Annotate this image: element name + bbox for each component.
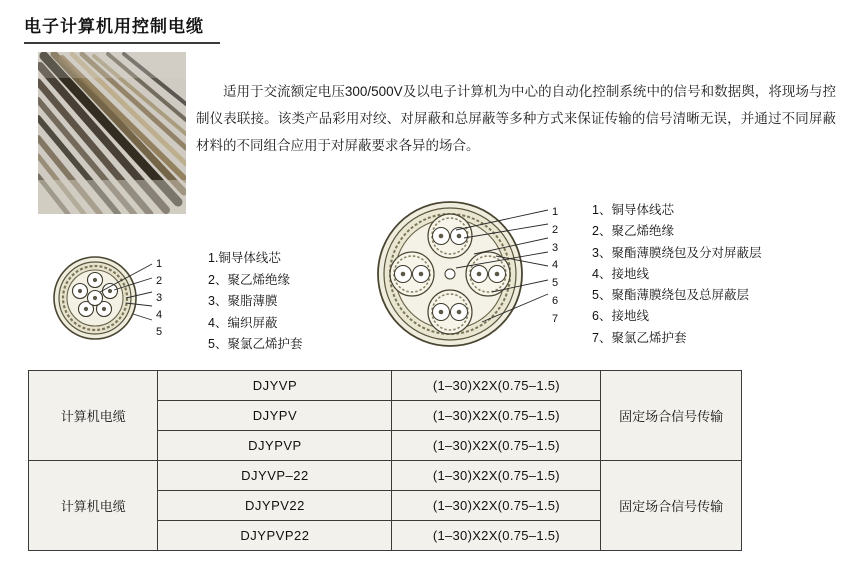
legend-item: 7、聚氯乙烯护套: [592, 330, 687, 345]
diagram-right-number: 2: [552, 223, 559, 236]
diagram-right-legend: [592, 200, 761, 349]
spec-cell: (1–30)X2X(0.75–1.5): [392, 461, 601, 491]
model-cell: DJYPVP: [158, 431, 392, 461]
diagram-right-number: 6: [552, 295, 559, 308]
legend-item: 5、聚氯乙烯护套: [208, 337, 303, 351]
product-name-cell: 计算机电缆: [29, 461, 158, 551]
spec-cell: (1–30)X2X(0.75–1.5): [392, 401, 601, 431]
spec-cell: (1–30)X2X(0.75–1.5): [392, 521, 601, 551]
legend-item: 4、编织屏蔽: [208, 315, 278, 330]
legend-item: 4、接地线: [592, 266, 649, 281]
diagram-right-number: 4: [552, 259, 559, 272]
page-title-bar: [24, 12, 836, 44]
legend-item: 6、接地线: [592, 309, 649, 324]
cross-section-diagram-left: [40, 240, 360, 355]
diagram-right-number: 5: [552, 277, 559, 290]
cable-cross-section-7-layer: [370, 196, 570, 356]
page-title: 电子计算机用控制电缆: [24, 17, 204, 36]
model-cell: DJYVP–22: [158, 461, 392, 491]
diagram-left-number: 2: [156, 275, 163, 288]
usage-cell: 固定场合信号传输: [601, 461, 742, 551]
cable-cross-section-5-layer: [40, 240, 230, 355]
diagram-left-legend: [208, 248, 302, 356]
title-divider: [24, 42, 220, 44]
cable-photo-illustration: [38, 52, 186, 214]
diagram-right-number: 7: [552, 312, 559, 325]
legend-item: 3、聚酯薄膜绕包及分对屏蔽层: [592, 245, 762, 260]
diagram-right-number: 1: [552, 206, 559, 218]
spec-cell: (1–30)X2X(0.75–1.5): [392, 431, 601, 461]
specification-table: [28, 370, 742, 551]
legend-item: 2、聚乙烯绝缘: [592, 224, 674, 239]
spec-cell: (1–30)X2X(0.75–1.5): [392, 491, 601, 521]
spec-cell: (1–30)X2X(0.75–1.5): [392, 371, 601, 401]
diagram-right-number-list: [552, 204, 558, 329]
model-cell: DJYPV22: [158, 491, 392, 521]
diagram-left-number: 1: [156, 258, 163, 270]
legend-item: 1.铜导体线芯: [208, 251, 281, 265]
usage-cell: 固定场合信号传输: [601, 371, 742, 461]
legend-item: 5、聚酯薄膜绕包及总屏蔽层: [592, 288, 749, 302]
model-cell: DJYPVP22: [158, 521, 392, 551]
diagram-left-number-list: [156, 256, 162, 341]
model-cell: DJYVP: [158, 371, 392, 401]
table-row: [29, 371, 742, 401]
model-cell: DJYPV: [158, 401, 392, 431]
legend-item: 3、聚脂薄膜: [208, 294, 278, 308]
product-name-cell: 计算机电缆: [29, 371, 158, 461]
legend-item: 1、铜导体线芯: [592, 203, 674, 217]
intro-paragraph: 适用于交流额定电压300/500V及以电子计算机为中心的自动化控制系统中的信号和数据舆，将现场与控制仪表联接。该类产品彩用对绞、对屏蔽和总屏蔽等多种方式来保证传输的信号清晰无误，并通过不同屏蔽材料的不同组合应用于对屏蔽要求各异的场合。: [196, 84, 836, 153]
diagram-right-number: 3: [552, 241, 559, 254]
table-row: [29, 461, 742, 491]
diagram-left-number: 4: [156, 309, 163, 322]
cross-section-diagram-right: [370, 196, 840, 356]
legend-item: 2、聚乙烯绝缘: [208, 272, 290, 287]
diagram-left-number: 5: [156, 326, 163, 339]
diagram-left-number: 3: [156, 292, 163, 305]
product-photo: [38, 52, 186, 214]
